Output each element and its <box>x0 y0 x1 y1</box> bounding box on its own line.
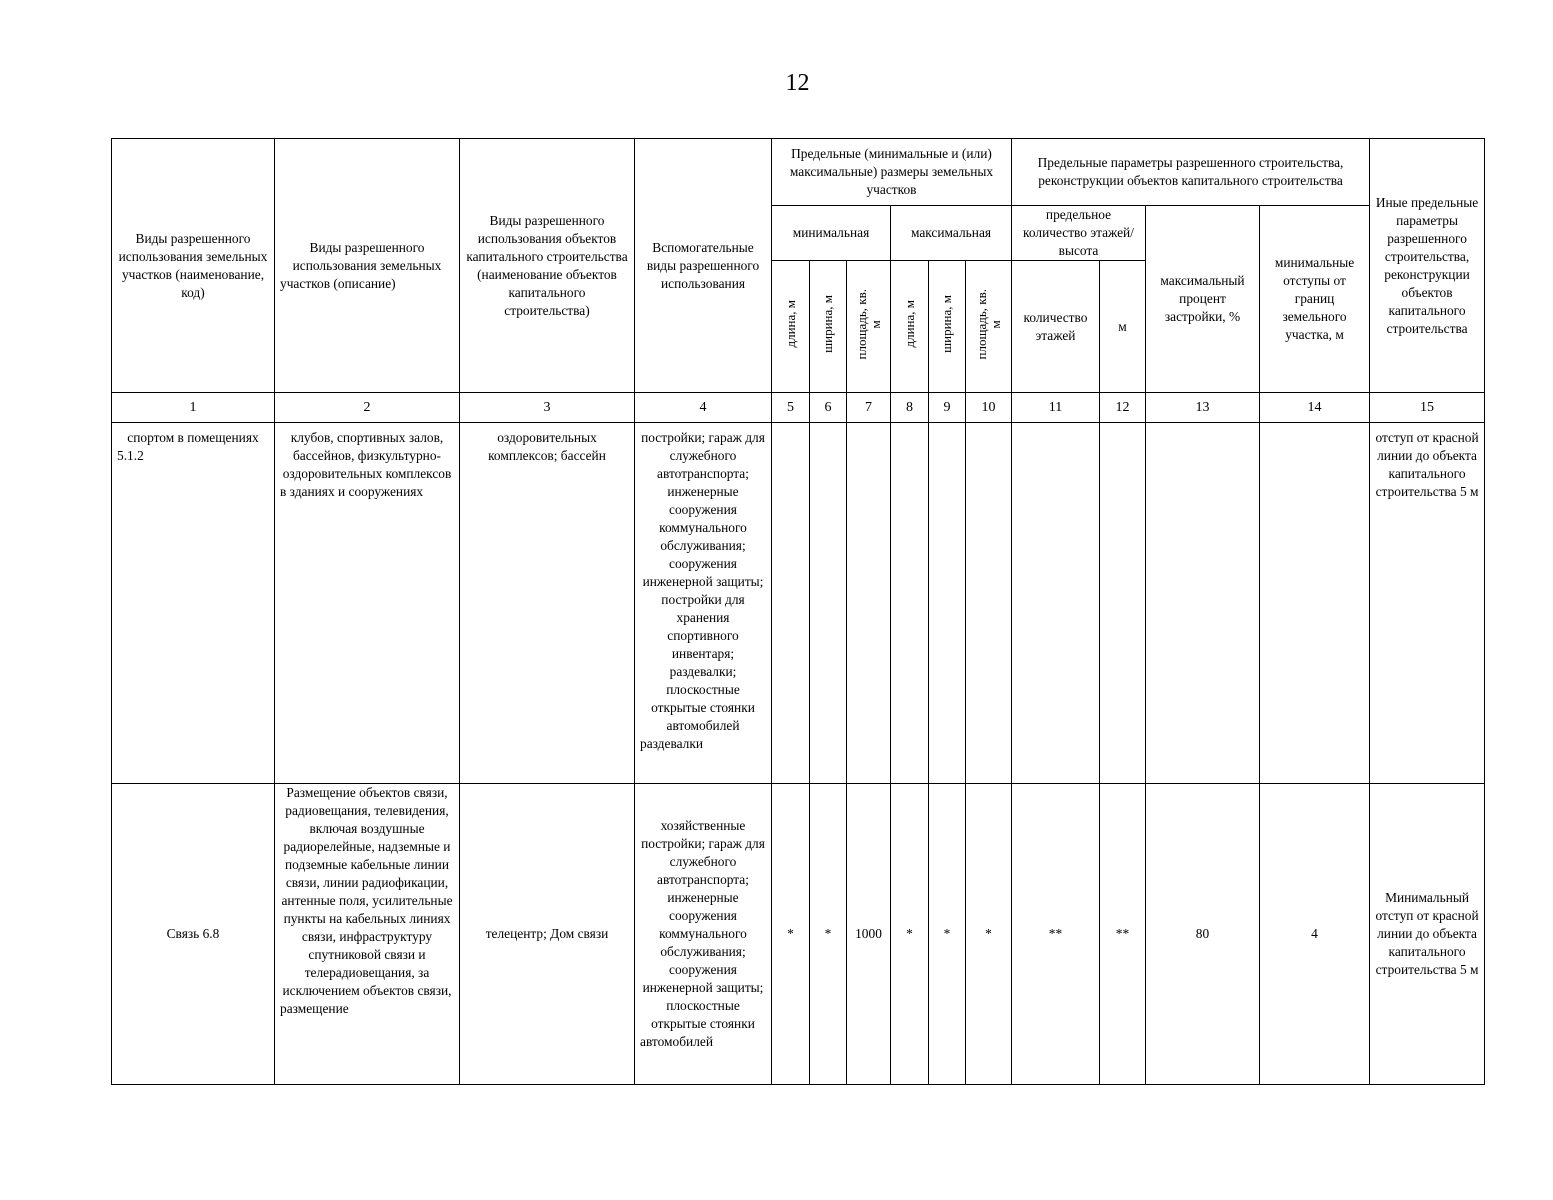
page-number: 12 <box>785 70 810 96</box>
cell-min-area: 1000 <box>847 784 891 1085</box>
column-number: 3 <box>460 393 635 423</box>
header-max-build-percent: максимальный процент застройки, % <box>1146 206 1260 393</box>
column-number: 5 <box>772 393 810 423</box>
column-number: 7 <box>847 393 891 423</box>
header-min-setbacks: минимальные отступы от границ земельного участка, м <box>1260 206 1370 393</box>
cell-auxiliary-uses: хозяйственные постройки; гараж для служебного автотранспорта; инженерные сооружения коммунального обслуживания; сооружения инженерной защиты; плоскостные открытые стоянки автомобилей <box>635 784 772 1085</box>
cell-max-width: * <box>929 784 966 1085</box>
cell-auxiliary-uses: постройки; гараж для служебного автотранспорта; инженерные сооружения коммунального обслуживания; сооружения инженерной защиты; постройки для хранения спортивного инвентаря; раздевалки; плоскостные открытые стоянки автомобилей раздевалки <box>635 423 772 784</box>
table-row <box>112 784 1485 1085</box>
column-number: 14 <box>1260 393 1370 423</box>
header-col3: Виды разрешенного использования объектов капитального строительства (наименование объектов капитального строительства) <box>460 139 635 393</box>
header-max-width: ширина, м <box>929 261 966 393</box>
header-max-area: площадь, кв. м <box>966 261 1012 393</box>
header-min-width: ширина, м <box>810 261 847 393</box>
cell-height: ** <box>1100 784 1146 1085</box>
cell-empty <box>847 423 891 784</box>
header-minimal: минимальная <box>772 206 891 261</box>
header-floors-count: количество этажей <box>1012 261 1100 393</box>
cell-use-name: Связь 6.8 <box>112 784 275 1085</box>
cell-capital-objects: телецентр; Дом связи <box>460 784 635 1085</box>
cell-min-setbacks: 4 <box>1260 784 1370 1085</box>
column-number: 9 <box>929 393 966 423</box>
header-sizes-group: Предельные (минимальные и (или) максимальные) размеры земельных участков <box>772 139 1012 206</box>
header-min-length: длина, м <box>772 261 810 393</box>
cell-max-build-percent: 80 <box>1146 784 1260 1085</box>
table-row <box>112 423 1485 784</box>
header-col1: Виды разрешенного использования земельных участков (наименование, код) <box>112 139 275 393</box>
header-floors-height: предельное количество этажей/высота <box>1012 206 1146 261</box>
column-number: 6 <box>810 393 847 423</box>
cell-other-params: отступ от красной линии до объекта капитального строительства 5 м <box>1370 423 1485 784</box>
column-number: 13 <box>1146 393 1260 423</box>
cell-empty <box>929 423 966 784</box>
column-number: 1 <box>112 393 275 423</box>
cell-capital-objects: оздоровительных комплексов; бассейн <box>460 423 635 784</box>
cell-empty <box>1100 423 1146 784</box>
column-number: 2 <box>275 393 460 423</box>
column-number: 15 <box>1370 393 1485 423</box>
cell-empty <box>891 423 929 784</box>
cell-max-area: * <box>966 784 1012 1085</box>
cell-min-length: * <box>772 784 810 1085</box>
header-row <box>112 139 1485 206</box>
cell-min-width: * <box>810 784 847 1085</box>
column-number: 10 <box>966 393 1012 423</box>
column-number: 8 <box>891 393 929 423</box>
cell-empty <box>966 423 1012 784</box>
header-col4: Вспомогательные виды разрешенного использования <box>635 139 772 393</box>
cell-use-description: клубов, спортивных залов, бассейнов, физкультурно-оздоровительных комплексов в зданиях и сооружениях <box>275 423 460 784</box>
cell-empty <box>1260 423 1370 784</box>
column-numbers-row <box>112 393 1485 423</box>
cell-empty <box>810 423 847 784</box>
header-other-params: Иные предельные параметры разрешенного строительства, реконструкции объектов капитального строительства <box>1370 139 1485 393</box>
land-use-table <box>111 138 1485 1085</box>
cell-use-name: спортом в помещениях 5.1.2 <box>112 423 275 784</box>
cell-empty <box>772 423 810 784</box>
header-min-area: площадь, кв. м <box>847 261 891 393</box>
cell-use-description: Размещение объектов связи, радиовещания, телевидения, включая воздушные радиорелейные, надземные и подземные кабельные линии связи, линии радиофикации, антенные поля, усилительные пункты на кабельных линиях связи, инфраструктуру спутниковой связи и телерадиовещания, за исключением объектов связи, размещение <box>275 784 460 1085</box>
cell-max-length: * <box>891 784 929 1085</box>
column-number: 4 <box>635 393 772 423</box>
column-number: 11 <box>1012 393 1100 423</box>
cell-other-params: Минимальный отступ от красной линии до объекта капитального строительства 5 м <box>1370 784 1485 1085</box>
header-meters: м <box>1100 261 1146 393</box>
header-params-group: Предельные параметры разрешенного строительства, реконструкции объектов капитального строительства <box>1012 139 1370 206</box>
cell-empty <box>1146 423 1260 784</box>
column-number: 12 <box>1100 393 1146 423</box>
cell-floors-count: ** <box>1012 784 1100 1085</box>
header-max-length: длина, м <box>891 261 929 393</box>
header-col2: Виды разрешенного использования земельных участков (описание) <box>275 139 460 393</box>
cell-empty <box>1012 423 1100 784</box>
header-maximal: максимальная <box>891 206 1012 261</box>
